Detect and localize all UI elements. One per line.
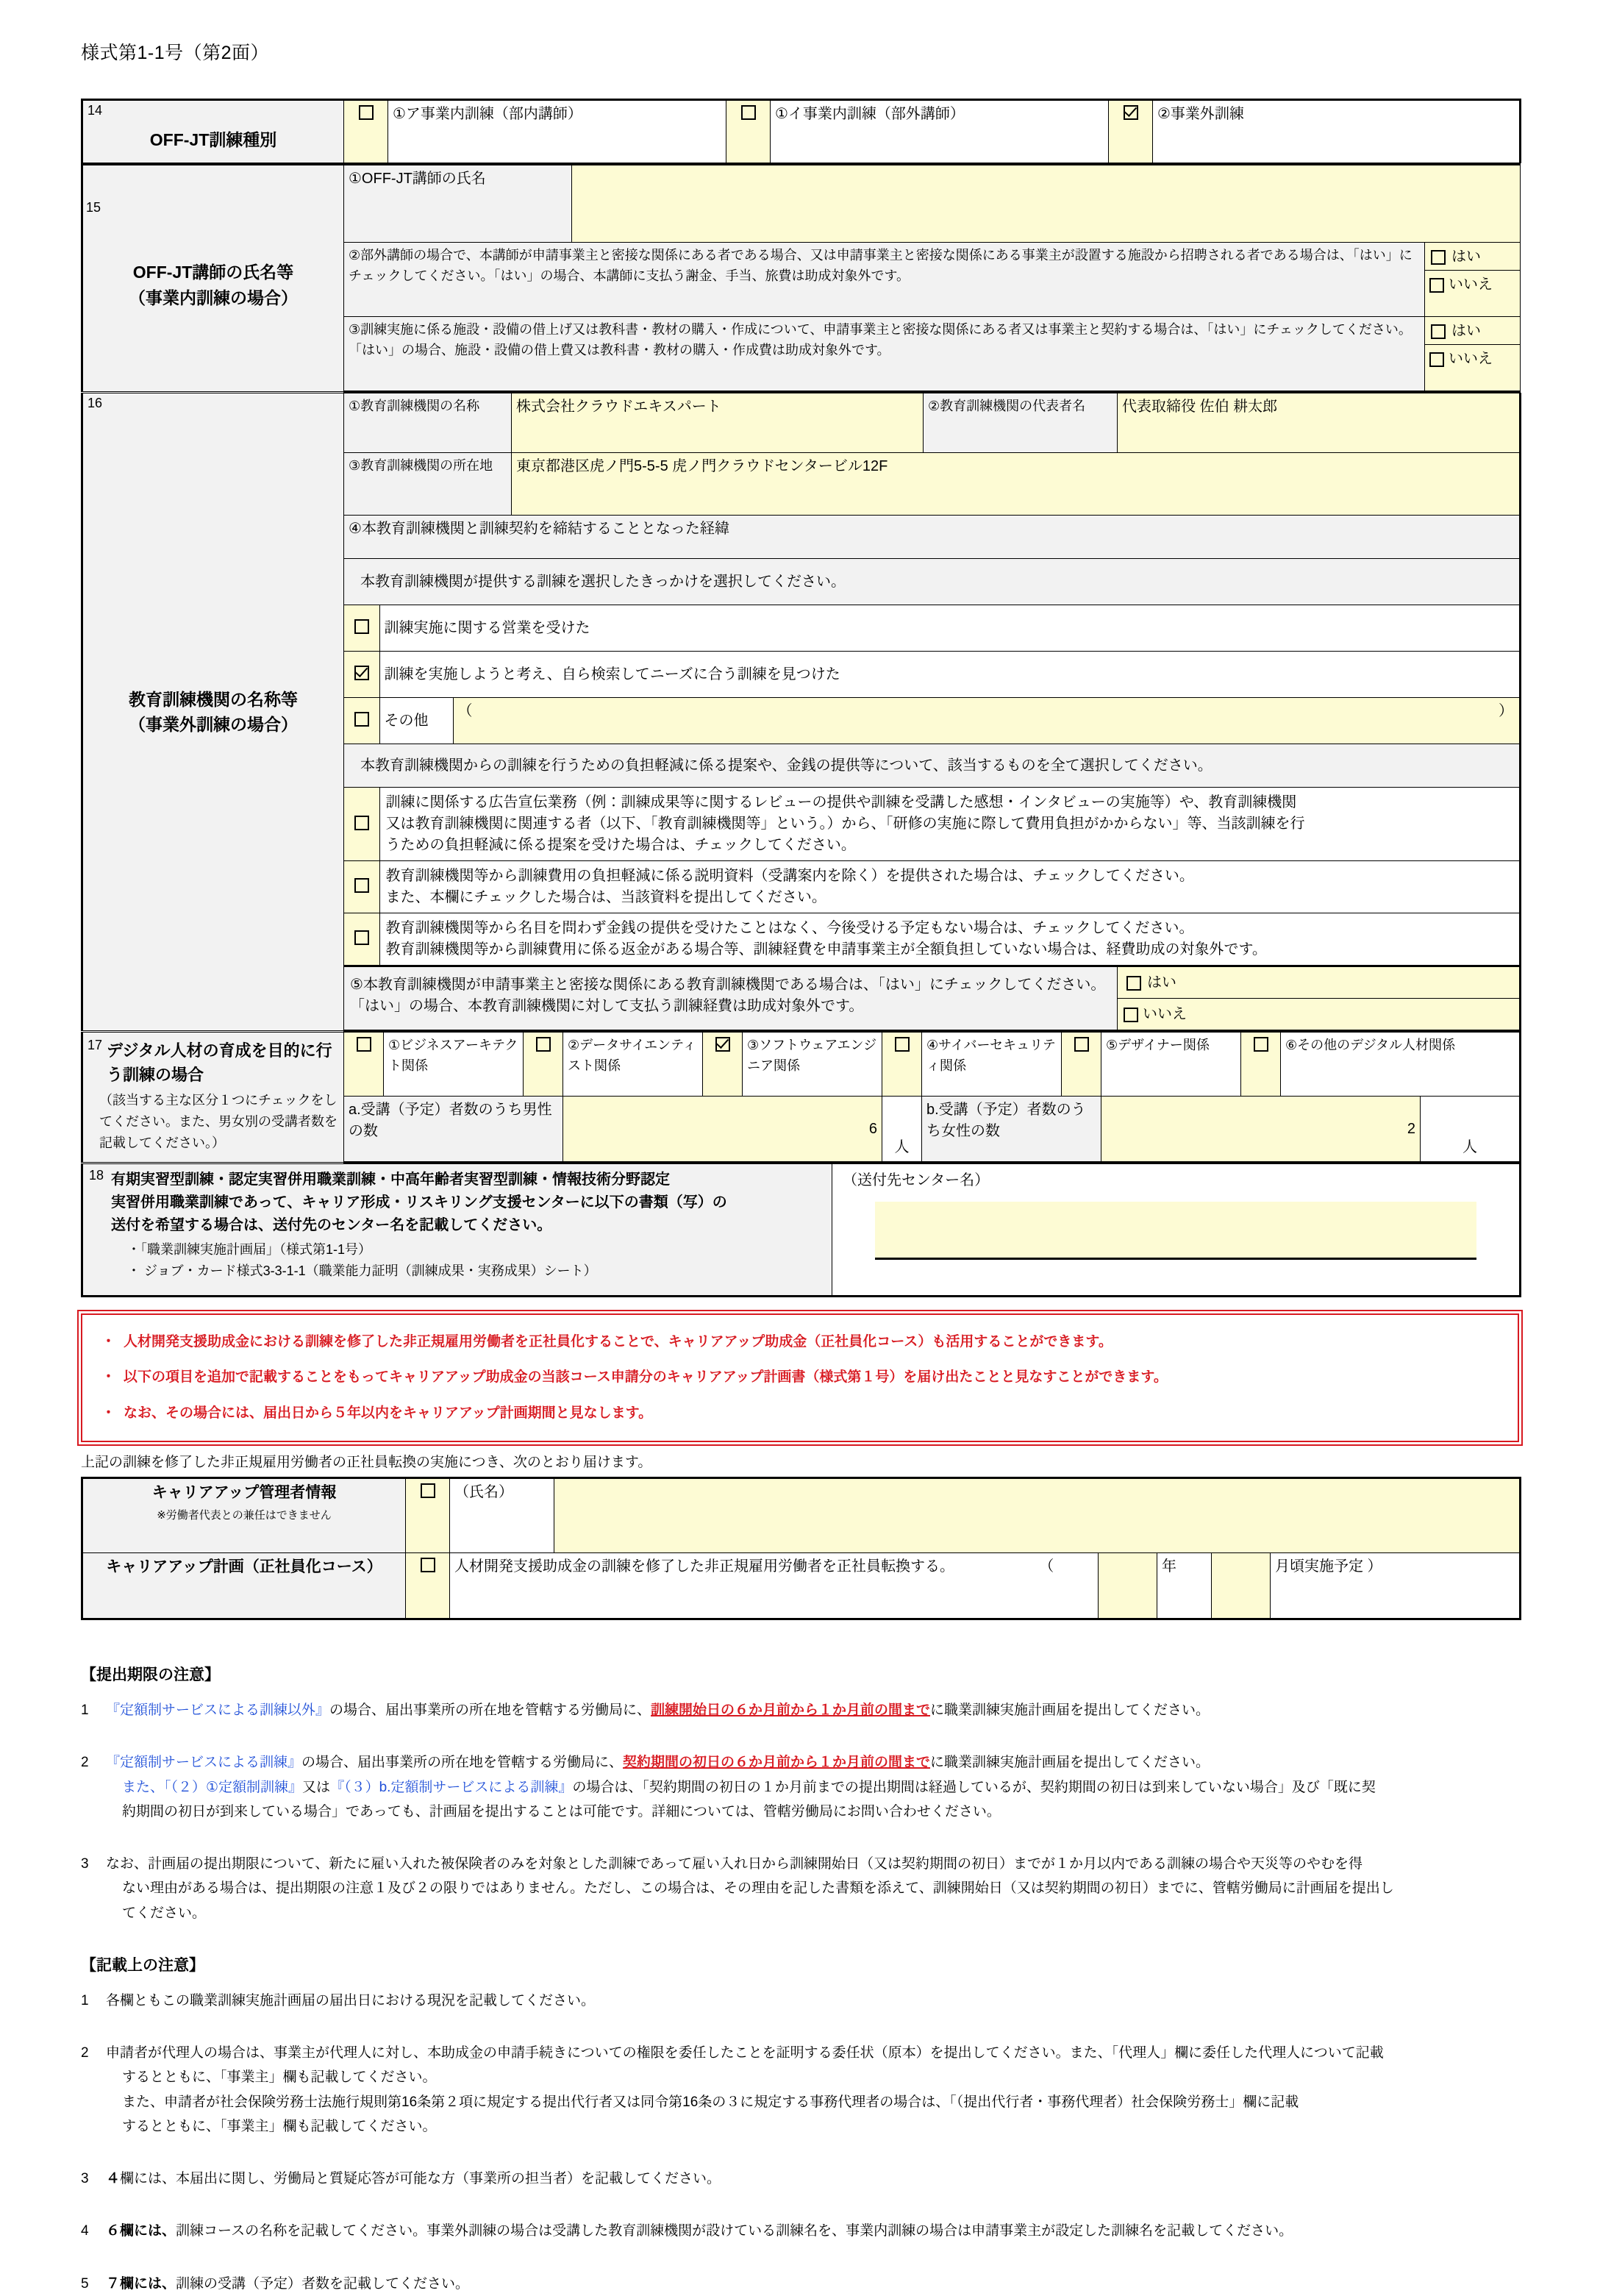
section-16-address-label: ③教育訓練機関の所在地	[344, 453, 512, 516]
section-17-title-line-1: う訓練の場合	[107, 1066, 204, 1084]
section-16-address-field[interactable]: 東京都港区虎ノ門5-5-5 虎ノ門クラウドセンタービル12F	[512, 453, 1521, 516]
section-15-teacher-name-label: ①OFF-JT講師の氏名	[344, 165, 572, 243]
deadline-note-1-body: 『定額制サービスによる訓練以外』の場合、届出事業所の所在地を管轄する労働局に、訓練開始日の６か月前から１か月前の間までに職業訓練実施計画届を提出してください。	[106, 1703, 1210, 1719]
section-15-item2-yes[interactable]: はい	[1425, 243, 1520, 271]
writing-note-5-body: ７欄には、訓練の受講（予定）者数を記載してください。	[106, 2275, 470, 2292]
section-17-note-line-0: （該当する主な区分１つにチェックをし	[99, 1093, 338, 1108]
section-16-trigger-option-2: その他	[379, 698, 453, 744]
writing-note-2-body: 申請者が代理人の場合は、事業主が代理人に対し、本助成金の申請手続きについての権限を委任したことを証明する委任状（原本）を提出してください。また、「代理人」欄に委任した代理人について記載 するとともに、「事業主」欄も記載してください。 また、申請者が社会保険労務士法施行規則第16条第２項に規定する提出代行者又は同令第16条の３に規定する事務代理者の場合は、「（提出代行者・事務代理者）社会保険労務士」欄に記載 するとともに、「事業主」欄も記載してください。	[106, 2041, 1519, 2139]
deadline-note-3-sub-1: てください。	[122, 1905, 207, 1921]
section-16-trigger-option-0: 訓練実施に関する営業を受けた	[379, 605, 1519, 652]
section-17-male-label: a.受講（予定）者数のうち男性の数	[344, 1097, 563, 1163]
section-16-reason-header: ④本教育訓練機関と訓練契約を締結することとなった経緯	[344, 516, 1521, 559]
deadline-note-1: 1 『定額制サービスによる訓練以外』の場合、届出事業所の所在地を管轄する労働局に、訓練開始日の６か月前から１か月前の間までに職業訓練実施計画届を提出してください。	[81, 1698, 1519, 1722]
deadline-note-3-body: なお、計画届の提出期限について、新たに雇い入れた被保険者のみを対象とした訓練であって雇い入れ日から訓練開始日（又は契約期間の初日）までが１か月以内である訓練の場合や天災等のやむを得 ない理由がある場合は、提出期限の注意１及び２の限りではありません。ただし、この場合は、その理由を記した書類を添えて、訓練開始日（又は契約期間の初日）までに、管轄労働局に計画届を提出し てください。	[106, 1852, 1519, 1925]
career-up-plan-checkbox[interactable]	[406, 1553, 450, 1619]
section-17-note-line-2: 記載してください。）	[99, 1135, 225, 1150]
section-17-category-2: ③ソフトウェアエンジニア関係	[743, 1033, 882, 1097]
section-18-title-line-1: 実習併用職業訓練であって、キャリア形成・リスキリング支援センターに以下の書類（写）の	[111, 1194, 727, 1211]
section-18-title-line-2: 送付を希望する場合は、送付先のセンター名を記載してください。	[111, 1217, 552, 1233]
checkbox-icon	[1074, 1037, 1089, 1052]
checkbox-icon	[1429, 278, 1444, 293]
section-15-item2-answers	[1425, 243, 1521, 317]
section-17-checkbox-5[interactable]	[1241, 1033, 1281, 1097]
checkbox-icon	[421, 1558, 435, 1572]
checkbox-checked-icon	[1124, 105, 1138, 120]
section-14-checkbox-2[interactable]	[1109, 100, 1153, 163]
writing-note-2: 2 申請者が代理人の場合は、事業主が代理人に対し、本助成金の申請手続きについての権限を委任したことを証明する委任状（原本）を提出してください。また、「代理人」欄に委任した代理人について記載 するとともに、「事業主」欄も記載してください。 また、申請者が社会保険労務士法施行規則第16条第２項に規定する提出代行者又は同令第16条の３に規定する事務代理者の場合は、「（提出代行者・事務代理者）社会保険労務士」欄に記載 するとともに、「事業主」欄も記載してください。	[81, 2041, 1519, 2139]
section-15-teacher-name-field[interactable]	[572, 165, 1521, 243]
section-17-checkbox-1[interactable]	[524, 1033, 563, 1097]
section-16-item5-answers	[1118, 966, 1521, 1031]
section-16-title: 教育訓練機関の名称等	[129, 689, 298, 709]
bottom-notes	[81, 1663, 1519, 2296]
checkbox-icon	[354, 816, 369, 830]
section-16-number: 16	[88, 396, 103, 410]
section-17-male-unit: 人	[882, 1097, 922, 1163]
section-16-trigger-other-field[interactable]: （ ）	[453, 698, 1519, 744]
career-up-manager-title-cell	[82, 1478, 406, 1553]
career-up-manager-note: ※労働者代表との兼任はできません	[157, 1508, 332, 1522]
career-up-plan-month-field[interactable]	[1212, 1553, 1271, 1619]
section-16-item5-yes[interactable]: はい	[1118, 967, 1519, 999]
checkbox-icon	[895, 1037, 910, 1052]
checkbox-icon	[1126, 976, 1141, 991]
section-17-male-value[interactable]: 6	[563, 1097, 882, 1163]
section-15-item3-answers	[1425, 317, 1521, 392]
section-16-org-name-field[interactable]: 株式会社クラウドエキスパート	[512, 393, 924, 453]
section-17-table	[81, 1032, 1521, 1163]
career-up-plan-year-unit: 年	[1157, 1553, 1212, 1619]
checkbox-icon	[421, 1483, 435, 1498]
section-17-female-unit: 人	[1421, 1097, 1521, 1163]
section-18-center-label: （送付先センター名）	[843, 1172, 990, 1188]
section-15-item3-no[interactable]: いいえ	[1425, 345, 1520, 372]
section-18-bullet-0: ・「職業訓練実施計画届」（様式第1-1号）	[127, 1242, 372, 1257]
section-14-checkbox-1[interactable]	[726, 100, 771, 163]
career-up-notice	[81, 1313, 1519, 1442]
checkbox-icon	[354, 619, 369, 634]
notice-item-1: ・ 以下の項目を追加で記載することをもってキャリアアップ助成金の当該コース申請分のキャリアアップ計画書（様式第１号）を届け出たことと見なすことができます。	[101, 1366, 1499, 1388]
checkbox-icon	[354, 930, 369, 945]
writing-note-3: 3 ４欄には、本届出に関し、労働局と質疑応答が可能な方（事業所の担当者）を記載してください。	[81, 2167, 1519, 2191]
section-18-title-line-0: 有期実習型訓練・認定実習併用職業訓練・中高年齢者実習型訓練・情報技術分野認定	[111, 1172, 670, 1188]
section-17-category-1: ②データサイエンティスト関係	[563, 1033, 703, 1097]
section-16-burden-text-0: 訓練に関係する広告宣伝業務（例：訓練成果等に関するレビューの提供や訓練を受講した感想・インタビューの実施等）や、教育訓練機関 又は教育訓練機関に関連する者（以下、「教育訓練機関等」という。）から、「研修の実施に際して費用負担がかからない」等、当該訓練を行 うための負担軽減に係る提案を受けた場合は、チェックしてください。	[379, 788, 1519, 861]
section-18-center-field[interactable]	[875, 1202, 1476, 1260]
section-14-option-1: ①イ事業内訓練（部外講師）	[771, 100, 1109, 163]
section-17-number: 17	[88, 1038, 103, 1052]
checkbox-icon	[357, 1037, 371, 1052]
section-15-number: 15	[86, 200, 101, 215]
checkbox-icon	[1429, 352, 1444, 367]
section-15-title: OFF-JT講師の氏名等	[132, 263, 294, 282]
section-14-table	[81, 99, 1521, 163]
checkbox-icon	[1254, 1037, 1268, 1052]
notice-after-text: 上記の訓練を修了した非正規雇用労働者の正社員転換の実施につき、次のとおり届けます。	[81, 1455, 652, 1471]
career-up-plan-month-unit: 月頃実施予定 ）	[1271, 1553, 1521, 1619]
section-14-number: 14	[88, 103, 103, 118]
section-16-burden-text-2: 教育訓練機関等から名目を問わず金銭の提供を受けたことはなく、今後受ける予定もない場合は、チェックしてください。 教育訓練機関等から訓練費用に係る返金がある場合等、訓練経費を申請事業主が全額負担していない場合は、経費助成の対象外です。	[379, 913, 1519, 966]
section-16-org-name-label: ①教育訓練機関の名称	[344, 393, 512, 453]
career-up-plan-title: キャリアアップ計画（正社員化コース）	[106, 1558, 382, 1576]
section-17-checkbox-2[interactable]	[703, 1033, 743, 1097]
career-up-manager-checkbox[interactable]	[406, 1478, 450, 1553]
section-16-rep-label: ②教育訓練機関の代表者名	[924, 393, 1118, 453]
notice-list	[101, 1331, 1499, 1425]
deadline-note-3-sub-0: ない理由がある場合は、提出期限の注意１及び２の限りではありません。ただし、この場合は、その理由を記した書類を添えて、訓練開始日（又は契約期間の初日）までに、管轄労働局に計画届を提出し	[122, 1880, 1394, 1897]
deadline-note-2-sub-0: また、「（２）①定額制訓練』又は『（３）b.定額制サービスによる訓練』の場合は、「契約期間の初日の１か月前までの提出期間は経過しているが、契約期間の初日は到来していない場合」及び「既に契	[122, 1779, 1376, 1795]
career-up-plan-title-cell	[82, 1553, 406, 1619]
section-15-item2-no[interactable]: いいえ	[1425, 271, 1520, 298]
writing-note-2-sub-2: するとともに、「事業主」欄も記載してください。	[122, 2118, 437, 2134]
section-16-trigger-block	[344, 559, 1521, 744]
section-16-burden-text-1: 教育訓練機関等から訓練費用の負担軽減に係る説明資料（受講案内を除く）を提供された場合は、チェックしてください。 また、本欄にチェックした場合は、当該資料を提出してください。	[379, 861, 1519, 913]
section-15-item2-text: ②部外講師の場合で、本講師が申請事業主と密接な関係にある者である場合、又は申請事業主と密接な関係にある事業主が設置する施設から招聘される者である場合は、「はい」にチェックしてください。「はい」の場合、本講師に支払う謝金、手当、旅費は助成対象外です。	[344, 243, 1425, 317]
section-18-number: 18	[89, 1168, 104, 1183]
deadline-note-3: 3 なお、計画届の提出期限について、新たに雇い入れた被保険者のみを対象とした訓練であって雇い入れ日から訓練開始日（又は契約期間の初日）までが１か月以内である訓練の場合や天災等のやむを得 ない理由がある場合は、提出期限の注意１及び２の限りではありません。ただし、この場合は、その理由を記した書類を添えて、訓練開始日（又は契約期間の初日）までに、管轄労働局に計画届を提出し てください。	[81, 1852, 1519, 1925]
section-15-table	[81, 163, 1521, 393]
section-15-item3-yes[interactable]: はい	[1425, 317, 1520, 345]
form-id: 様式第1-1号（第2面）	[81, 43, 270, 63]
writing-note-2-sub-1: また、申請者が社会保険労務士法施行規則第16条第２項に規定する提出代行者又は同令第16条の３に規定する事務代理者の場合は、「（提出代行者・事務代理者）社会保険労務士」欄に記載	[122, 2094, 1299, 2110]
checkbox-icon	[354, 878, 369, 893]
section-16-trigger-checkbox-0[interactable]	[344, 605, 379, 652]
section-17-female-value[interactable]: 2	[1101, 1097, 1421, 1163]
section-18-bullet-1: ・ ジョブ・カード様式3-3-1-1（職業能力証明（訓練成果・実務成果）シート）	[127, 1263, 597, 1278]
section-18-right	[832, 1164, 1521, 1297]
writing-note-4: 4 ６欄には、訓練コースの名称を記載してください。事業外訓練の場合は受講した教育訓練機関が設けている訓練名を、事業内訓練の場合は申請事業主が設定した訓練名を記載してください。	[81, 2219, 1519, 2243]
section-17-category-4: ⑤デザイナー関係	[1101, 1033, 1241, 1097]
writing-note-4-body: ６欄には、訓練コースの名称を記載してください。事業外訓練の場合は受講した教育訓練機関が設けている訓練名を、事業内訓練の場合は申請事業主が設定した訓練名を記載してください。	[106, 2223, 1293, 2239]
writing-note-3-body: ４欄には、本届出に関し、労働局と質疑応答が可能な方（事業所の担当者）を記載してください。	[106, 2171, 721, 2187]
section-15-subtitle: （事業内訓練の場合）	[129, 288, 298, 307]
deadline-note-2-body: 『定額制サービスによる訓練』の場合、届出事業所の所在地を管轄する労働局に、契約期間の初日の６か月前から１か月前の間までに職業訓練実施計画届を提出してください。 また、「（２）①定額制訓練』又は『（３）b.定額制サービスによる訓練』の場合は、「契約期間の初日の１か月前までの提出期間は経過しているが、契約期間の初日は到来していない場合」及び「既に契 約期間の初日が到来している場合」であっても、計画届を提出することは可能です。詳細については、管轄労働局にお問い合わせください。	[106, 1750, 1519, 1824]
section-16-burden-checkbox-1[interactable]	[344, 861, 379, 913]
writing-note-1: 1 各欄ともこの職業訓練実施計画届の届出日における現況を記載してください。	[81, 1989, 1519, 2013]
notice-item-0: ・ 人材開発支援助成金における訓練を修了した非正規雇用労働者を正社員化することで、キャリアアップ助成金（正社員化コース）も活用することができます。	[101, 1331, 1499, 1353]
notice-item-2: ・ なお、その場合には、届出日から５年以内をキャリアアップ計画期間と見なします。	[101, 1402, 1499, 1425]
checkbox-icon	[536, 1037, 551, 1052]
section-17-title-line-0: デジタル人材の育成を目的に行	[107, 1041, 332, 1060]
writing-note-2-sub-0: するとともに、「事業主」欄も記載してください。	[122, 2069, 437, 2086]
checkbox-icon	[741, 105, 756, 120]
section-16-trigger-prompt: 本教育訓練機関が提供する訓練を選択したきっかけを選択してください。	[344, 559, 1519, 605]
section-14-checkbox-0[interactable]	[344, 100, 388, 163]
section-17-category-0: ①ビジネスアーキテクト関係	[384, 1033, 524, 1097]
section-16-burden-prompt: 本教育訓練機関からの訓練を行うための負担軽減に係る提案や、金銭の提供等について、該当するものを全て選択してください。	[344, 744, 1519, 788]
section-16-item5-no[interactable]: いいえ	[1118, 999, 1519, 1030]
section-16-subtitle: （事業外訓練の場合）	[129, 715, 298, 734]
section-17-checkbox-0[interactable]	[344, 1033, 384, 1097]
section-14-option-2: ②事業外訓練	[1153, 100, 1521, 163]
deadline-notes-heading: 【提出期限の注意】	[81, 1666, 220, 1684]
deadline-note-2-sub-1: 約期間の初日が到来している場合」であっても、計画届を提出することは可能です。詳細については、管轄労働局にお問い合わせください。	[122, 1803, 1001, 1819]
section-16-trigger-checkbox-2[interactable]	[344, 698, 379, 744]
section-18-table	[81, 1163, 1521, 1297]
career-up-manager-title: キャリアアップ管理者情報	[151, 1484, 337, 1502]
section-17-female-label: b.受講（予定）者数のうち女性の数	[922, 1097, 1101, 1163]
section-18-left	[82, 1164, 832, 1297]
checkbox-icon	[354, 712, 369, 727]
career-up-plan-text-cell: 人材開発支援助成金の訓練を修了した非正規雇用労働者を正社員転換する。 （	[450, 1553, 1099, 1619]
section-17-category-3: ④サイバーセキュリティ関係	[922, 1033, 1062, 1097]
checkbox-icon	[1124, 1008, 1138, 1022]
deadline-note-2: 2 『定額制サービスによる訓練』の場合、届出事業所の所在地を管轄する労働局に、契約期間の初日の６か月前から１か月前の間までに職業訓練実施計画届を提出してください。 また、「（２）①定額制訓練』又は『（３）b.定額制サービスによる訓練』の場合は、「契約期間の初日の１か月前までの提出期間は経過しているが、契約期間の初日は到来していない場合」及び「既に契 約期間の初日が到来している場合」であっても、計画届を提出することは可能です。詳細については、管轄労働局にお問い合わせください。	[81, 1750, 1519, 1824]
checkbox-checked-icon	[715, 1037, 730, 1052]
section-15-item3-text: ③訓練実施に係る施設・設備の借上げ又は教科書・教材の購入・作成について、申請事業主と密接な関係にある者又は事業主と契約する場合は、「はい」にチェックしてください。「はい」の場合、施設・設備の借上費又は教科書・教材の購入・作成費は助成対象外です。	[344, 317, 1425, 392]
section-16-rep-field[interactable]: 代表取締役 佐伯 耕太郎	[1118, 393, 1521, 453]
section-16-trigger-checkbox-1[interactable]	[344, 652, 379, 698]
section-17-note-line-1: てください。また、男女別の受講者数を	[99, 1113, 338, 1129]
checkbox-icon	[1431, 324, 1446, 339]
section-14-title: OFF-JT訓練種別	[149, 130, 277, 149]
section-14-option-0: ①ア事業内訓練（部内講師）	[388, 100, 726, 163]
section-16-trigger-option-1: 訓練を実施しようと考え、自ら検索してニーズに合う訓練を見つけた	[379, 652, 1519, 698]
career-up-manager-name-field[interactable]	[554, 1478, 1521, 1553]
section-17-checkbox-3[interactable]	[882, 1033, 922, 1097]
career-up-manager-name-label: （氏名）	[450, 1478, 554, 1553]
checkbox-icon	[359, 105, 374, 120]
section-16-burden-checkbox-2[interactable]	[344, 913, 379, 966]
writing-note-1-body: 各欄ともこの職業訓練実施計画届の届出日における現況を記載してください。	[106, 1992, 596, 2008]
section-17-category-5: ⑥その他のデジタル人材関係	[1281, 1033, 1521, 1097]
checkbox-icon	[1431, 250, 1446, 265]
section-17-checkbox-4[interactable]	[1062, 1033, 1101, 1097]
checkbox-checked-icon	[354, 666, 369, 680]
section-16-burden-checkbox-0[interactable]	[344, 788, 379, 861]
writing-notes-heading: 【記載上の注意】	[81, 1956, 204, 1974]
section-16-item5-text: ⑤本教育訓練機関が申請事業主と密接な関係にある教育訓練機関である場合は、「はい」にチェックしてください。 「はい」の場合、本教育訓練機関に対して支払う訓練経費は助成対象外です。	[344, 966, 1118, 1031]
writing-note-5: 5 ７欄には、訓練の受講（予定）者数を記載してください。	[81, 2272, 1519, 2296]
career-up-plan-year-field[interactable]	[1099, 1553, 1157, 1619]
section-16-table	[81, 393, 1521, 1032]
section-16-burden-block	[344, 744, 1521, 966]
career-up-table	[81, 1477, 1521, 1620]
